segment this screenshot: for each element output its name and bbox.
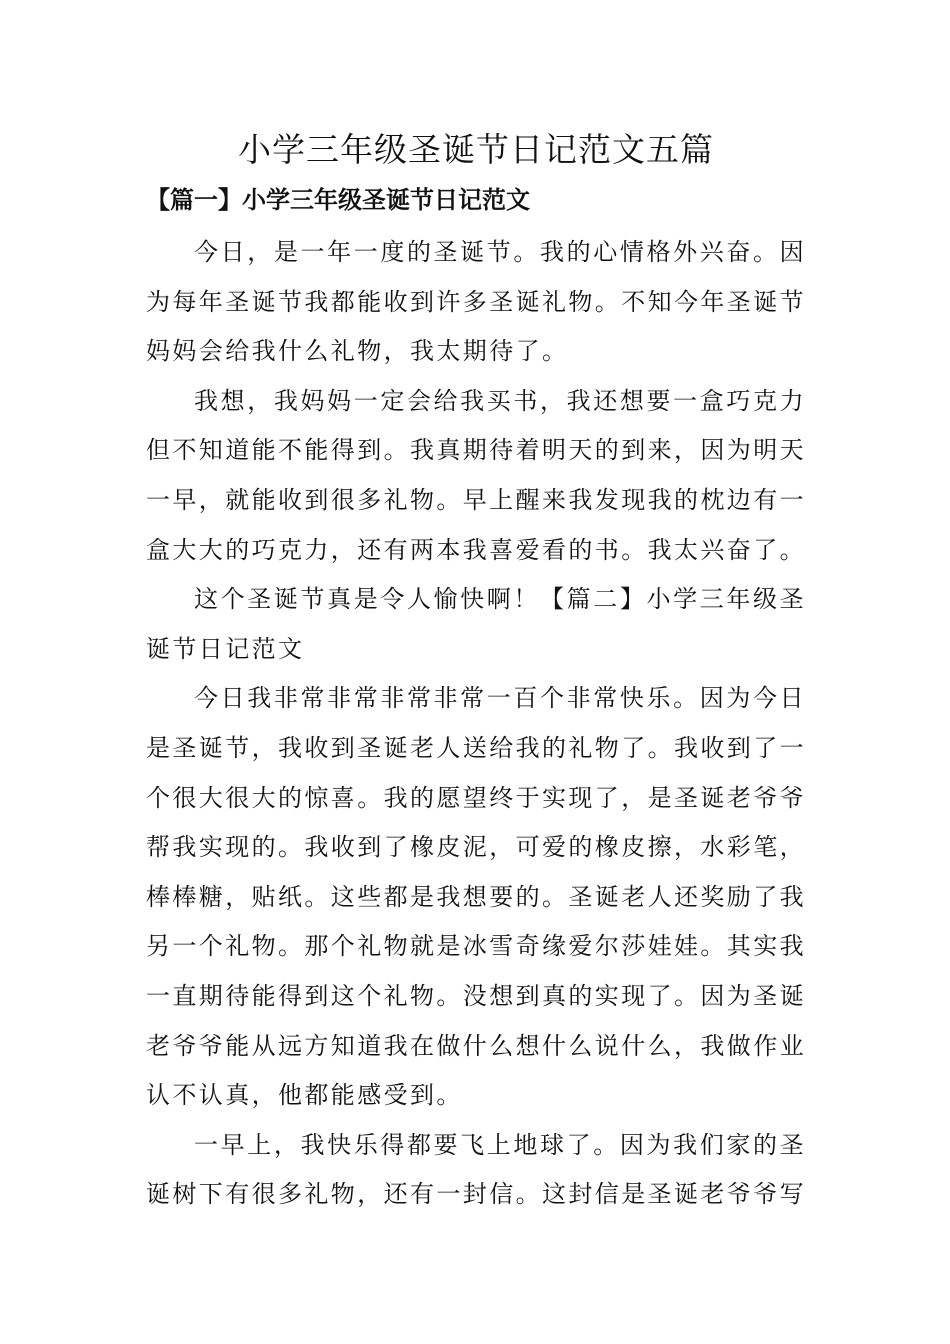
- section-heading: 【篇一】小学三年级圣诞节日记范文: [146, 185, 530, 214]
- document-body: [146, 228, 806, 1220]
- paragraph: 一早上，我快乐得都要飞上地球了。因为我们家的圣诞树下有很多礼物，还有一封信。这封信是圣诞老爷爷写: [146, 1130, 806, 1209]
- paragraph: 今日，是一年一度的圣诞节。我的心情格外兴奋。因为每年圣诞节我都能收到许多圣诞礼物。不知今年圣诞节妈妈会给我什么礼物，我太期待了。: [146, 238, 806, 366]
- paragraph: 这个圣诞节真是令人愉快啊！【篇二】小学三年级圣诞节日记范文: [146, 585, 806, 663]
- paragraph: 今日我非常非常非常非常一百个非常快乐。因为今日是圣诞节，我收到圣诞老人送给我的礼物了。我收到了一个很大很大的惊喜。我的愿望终于实现了，是圣诞老爷爷帮我实现的。我收到了橡皮泥，可爱的橡皮擦，水彩笔，棒棒糖，贴纸。这些都是我想要的。圣诞老人还奖励了我另一个礼物。那个礼物就是冰雪奇缘爱尔莎娃娃。其实我一直期待能得到这个礼物。没想到真的实现了。因为圣诞老爷爷能从远方知道我在做什么想什么说什么，我做作业认不认真，他都能感受到。: [146, 684, 806, 1110]
- document-title: 小学三年级圣诞节日记范文五篇: [238, 130, 714, 169]
- paragraph: 我想，我妈妈一定会给我买书，我还想要一盒巧克力但不知道能不能得到。我真期待着明天的到来，因为明天一早，就能收到很多礼物。早上醒来我发现我的枕边有一盒大大的巧克力，还有两本我喜爱看的书。我太兴奋了。: [146, 386, 806, 564]
